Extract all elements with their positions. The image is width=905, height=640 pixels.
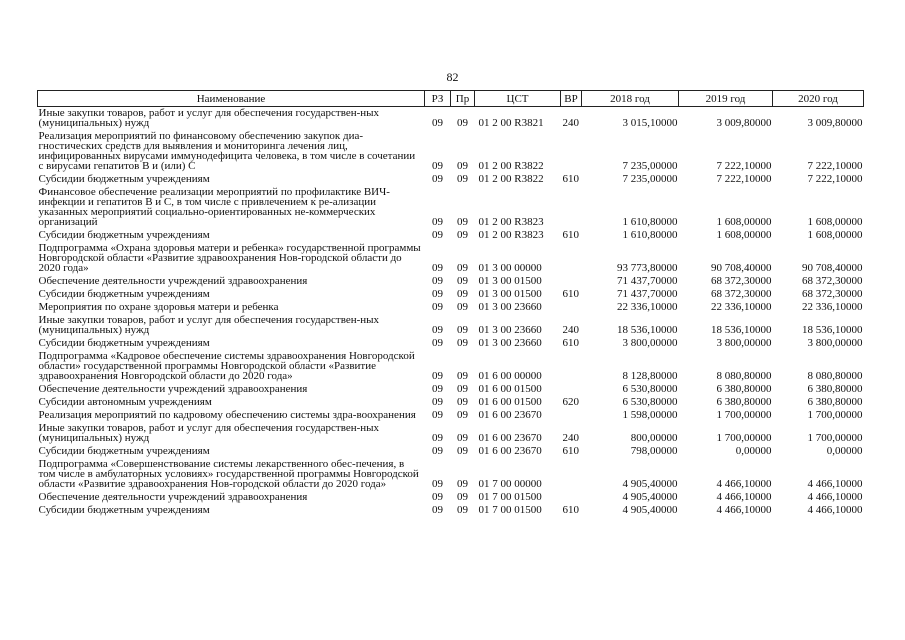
row-pr: 09 xyxy=(457,478,468,490)
table-row xyxy=(38,242,864,275)
table-row xyxy=(38,383,864,396)
header-2018: 2018 год xyxy=(582,91,679,107)
row-amount-2019: 22 336,10000 xyxy=(711,301,772,313)
row-vr: 610 xyxy=(562,173,579,185)
table-header-row xyxy=(38,91,864,107)
row-vr xyxy=(561,130,582,173)
row-amount-2019: 18 536,10000 xyxy=(711,324,772,336)
row-cst: 01 6 00 01500 xyxy=(478,383,542,395)
row-rz: 09 xyxy=(432,275,443,287)
row-amount-2018: 798,00000 xyxy=(630,445,678,457)
row-vr xyxy=(561,186,582,229)
table-row xyxy=(38,445,864,458)
row-amount-2018: 4 905,40000 xyxy=(622,504,678,516)
row-amount-2018: 6 530,80000 xyxy=(622,396,678,408)
row-vr xyxy=(561,275,582,288)
row-amount-2018: 22 336,10000 xyxy=(617,301,678,313)
row-vr: 610 xyxy=(562,288,579,300)
row-amount-2020: 4 466,10000 xyxy=(807,478,863,490)
row-amount-2020: 8 080,80000 xyxy=(807,370,863,382)
row-rz: 09 xyxy=(432,370,443,382)
row-amount-2020: 1 608,00000 xyxy=(807,229,863,241)
table-row xyxy=(38,130,864,173)
row-pr: 09 xyxy=(457,173,468,185)
row-pr: 09 xyxy=(457,491,468,503)
row-pr: 09 xyxy=(457,301,468,313)
row-name: Субсидии бюджетным учреждениям xyxy=(38,445,210,457)
row-rz: 09 xyxy=(432,491,443,503)
row-cst: 01 6 00 23670 xyxy=(478,409,542,421)
row-rz: 09 xyxy=(432,173,443,185)
row-amount-2020: 1 700,00000 xyxy=(807,432,863,444)
header-name: Наименование xyxy=(38,91,425,107)
table-row xyxy=(38,458,864,491)
row-amount-2019: 6 380,80000 xyxy=(716,383,772,395)
row-cst: 01 3 00 00000 xyxy=(478,262,542,274)
header-rz: РЗ xyxy=(425,91,451,107)
row-amount-2019: 1 608,00000 xyxy=(716,216,772,228)
row-amount-2019: 90 708,40000 xyxy=(711,262,772,274)
table-row xyxy=(38,422,864,445)
page-number: 82 xyxy=(446,70,459,84)
row-pr: 09 xyxy=(457,504,468,516)
row-cst: 01 2 00 R3823 xyxy=(478,216,544,228)
row-name: Иные закупки товаров, работ и услуг для обеспечения государствен-ных (муниципальных) нужд xyxy=(38,107,380,129)
row-cst: 01 3 00 23660 xyxy=(478,324,542,336)
row-amount-2018: 71 437,70000 xyxy=(617,275,678,287)
row-vr xyxy=(561,458,582,491)
row-amount-2020: 68 372,30000 xyxy=(802,288,863,300)
row-name: Подпрограмма «Кадровое обеспечение системы здравоохранения Новгородской области» государственной программы Новгородской области «Развитие здравоохранения Новгородской области до 2020 года» xyxy=(38,350,415,382)
row-name: Субсидии бюджетным учреждениям xyxy=(38,173,210,185)
row-amount-2018: 93 773,80000 xyxy=(617,262,678,274)
budget-table xyxy=(37,90,864,517)
row-rz: 09 xyxy=(432,445,443,457)
row-amount-2018: 7 235,00000 xyxy=(622,160,678,172)
row-cst: 01 6 00 01500 xyxy=(478,396,542,408)
row-rz: 09 xyxy=(432,301,443,313)
row-vr: 240 xyxy=(562,432,579,444)
row-amount-2018: 4 905,40000 xyxy=(622,478,678,490)
row-amount-2018: 71 437,70000 xyxy=(617,288,678,300)
row-vr: 610 xyxy=(562,445,579,457)
row-rz: 09 xyxy=(432,160,443,172)
row-amount-2019: 3 009,80000 xyxy=(716,117,772,129)
row-vr xyxy=(561,301,582,314)
header-2019: 2019 год xyxy=(679,91,773,107)
table-row xyxy=(38,229,864,242)
row-cst: 01 7 00 00000 xyxy=(478,478,542,490)
row-vr xyxy=(561,350,582,383)
row-pr: 09 xyxy=(457,432,468,444)
row-rz: 09 xyxy=(432,262,443,274)
row-pr: 09 xyxy=(457,216,468,228)
row-pr: 09 xyxy=(457,409,468,421)
row-rz: 09 xyxy=(432,229,443,241)
table-row xyxy=(38,275,864,288)
row-amount-2020: 90 708,40000 xyxy=(802,262,863,274)
row-pr: 09 xyxy=(457,160,468,172)
table-row xyxy=(38,186,864,229)
row-rz: 09 xyxy=(432,409,443,421)
row-amount-2019: 0,00000 xyxy=(735,445,772,457)
table-row xyxy=(38,301,864,314)
row-amount-2018: 800,00000 xyxy=(630,432,678,444)
row-vr: 240 xyxy=(562,117,579,129)
row-amount-2019: 1 700,00000 xyxy=(716,409,772,421)
row-cst: 01 3 00 01500 xyxy=(478,288,542,300)
row-vr xyxy=(561,242,582,275)
row-rz: 09 xyxy=(432,288,443,300)
row-amount-2018: 6 530,80000 xyxy=(622,383,678,395)
row-amount-2018: 7 235,00000 xyxy=(622,173,678,185)
row-vr: 240 xyxy=(562,324,579,336)
row-amount-2019: 7 222,10000 xyxy=(716,160,772,172)
row-vr: 610 xyxy=(562,229,579,241)
row-name: Субсидии бюджетным учреждениям xyxy=(38,229,210,241)
row-vr xyxy=(561,383,582,396)
row-cst: 01 3 00 01500 xyxy=(478,275,542,287)
row-name: Обеспечение деятельности учреждений здравоохранения xyxy=(38,383,308,395)
row-amount-2020: 1 700,00000 xyxy=(807,409,863,421)
row-vr: 610 xyxy=(562,337,579,349)
row-amount-2019: 3 800,00000 xyxy=(716,337,772,349)
row-cst: 01 3 00 23660 xyxy=(478,301,542,313)
row-pr: 09 xyxy=(457,370,468,382)
row-pr: 09 xyxy=(457,396,468,408)
table-row xyxy=(38,409,864,422)
row-name: Реализация мероприятий по финансовому обеспечению закупок диа-гностических средств для выявления и мониторинга лечения лиц, инфицированных вирусами иммунодефицита человека, в том числе в сочетании с вирусами гепатитов В и (или) С xyxy=(38,130,416,172)
row-amount-2019: 4 466,10000 xyxy=(716,491,772,503)
row-rz: 09 xyxy=(432,383,443,395)
row-rz: 09 xyxy=(432,337,443,349)
row-amount-2018: 18 536,10000 xyxy=(617,324,678,336)
table-row xyxy=(38,173,864,186)
row-amount-2020: 18 536,10000 xyxy=(802,324,863,336)
row-vr: 620 xyxy=(562,396,579,408)
table-row xyxy=(38,504,864,517)
row-amount-2020: 22 336,10000 xyxy=(802,301,863,313)
row-amount-2019: 1 608,00000 xyxy=(716,229,772,241)
row-pr: 09 xyxy=(457,324,468,336)
row-vr xyxy=(561,409,582,422)
row-amount-2020: 1 608,00000 xyxy=(807,216,863,228)
header-2020: 2020 год xyxy=(773,91,864,107)
row-amount-2019: 7 222,10000 xyxy=(716,173,772,185)
row-amount-2019: 4 466,10000 xyxy=(716,478,772,490)
row-name: Субсидии автономным учреждениям xyxy=(38,396,212,408)
row-amount-2020: 0,00000 xyxy=(826,445,863,457)
row-vr: 610 xyxy=(562,504,579,516)
row-cst: 01 2 00 R3823 xyxy=(478,229,544,241)
row-rz: 09 xyxy=(432,432,443,444)
table-row xyxy=(38,288,864,301)
row-amount-2018: 1 598,00000 xyxy=(622,409,678,421)
row-amount-2020: 6 380,80000 xyxy=(807,396,863,408)
row-name: Реализация мероприятий по кадровому обеспечению системы здра-воохранения xyxy=(38,409,416,421)
header-vr: ВР xyxy=(561,91,582,107)
table-row xyxy=(38,314,864,337)
row-cst: 01 2 00 R3822 xyxy=(478,160,544,172)
row-name: Подпрограмма «Совершенствование системы лекарственного обес-печения, в том числе в амбулаторных условиях» государственной программы Новгородской области «Развитие здравоохранения Нов-городской области до 2020 года» xyxy=(38,458,419,490)
row-name: Субсидии бюджетным учреждениям xyxy=(38,288,210,300)
row-amount-2018: 3 015,10000 xyxy=(622,117,678,129)
table-row xyxy=(38,396,864,409)
row-amount-2018: 1 610,80000 xyxy=(622,229,678,241)
row-amount-2020: 4 466,10000 xyxy=(807,491,863,503)
row-amount-2019: 1 700,00000 xyxy=(716,432,772,444)
row-amount-2019: 8 080,80000 xyxy=(716,370,772,382)
header-cst: ЦСТ xyxy=(475,91,561,107)
row-cst: 01 7 00 01500 xyxy=(478,504,542,516)
row-rz: 09 xyxy=(432,216,443,228)
row-pr: 09 xyxy=(457,275,468,287)
table-row xyxy=(38,337,864,350)
row-cst: 01 6 00 23670 xyxy=(478,432,542,444)
row-pr: 09 xyxy=(457,383,468,395)
row-cst: 01 2 00 R3821 xyxy=(478,117,544,129)
row-name: Субсидии бюджетным учреждениям xyxy=(38,504,210,516)
row-amount-2020: 4 466,10000 xyxy=(807,504,863,516)
row-name: Иные закупки товаров, работ и услуг для обеспечения государствен-ных (муниципальных) нужд xyxy=(38,314,380,336)
row-rz: 09 xyxy=(432,117,443,129)
row-rz: 09 xyxy=(432,396,443,408)
row-pr: 09 xyxy=(457,262,468,274)
row-amount-2018: 4 905,40000 xyxy=(622,491,678,503)
row-name: Подпрограмма «Охрана здоровья матери и ребенка» государственной программы Новгородской области «Развитие здравоохранения Нов-городской области до 2020 года» xyxy=(38,242,421,274)
row-cst: 01 3 00 23660 xyxy=(478,337,542,349)
table-body xyxy=(38,107,864,518)
row-name: Обеспечение деятельности учреждений здравоохранения xyxy=(38,275,308,287)
row-pr: 09 xyxy=(457,337,468,349)
row-cst: 01 7 00 01500 xyxy=(478,491,542,503)
row-name: Мероприятия по охране здоровья матери и ребенка xyxy=(38,301,279,313)
row-amount-2020: 3 800,00000 xyxy=(807,337,863,349)
row-cst: 01 6 00 00000 xyxy=(478,370,542,382)
row-amount-2018: 1 610,80000 xyxy=(622,216,678,228)
row-name: Субсидии бюджетным учреждениям xyxy=(38,337,210,349)
row-amount-2019: 6 380,80000 xyxy=(716,396,772,408)
row-amount-2019: 68 372,30000 xyxy=(711,288,772,300)
row-amount-2020: 7 222,10000 xyxy=(807,160,863,172)
row-amount-2020: 7 222,10000 xyxy=(807,173,863,185)
table-row xyxy=(38,350,864,383)
row-name: Обеспечение деятельности учреждений здравоохранения xyxy=(38,491,308,503)
row-amount-2018: 8 128,80000 xyxy=(622,370,678,382)
table-row xyxy=(38,491,864,504)
row-amount-2018: 3 800,00000 xyxy=(622,337,678,349)
row-amount-2020: 6 380,80000 xyxy=(807,383,863,395)
row-pr: 09 xyxy=(457,445,468,457)
row-amount-2020: 68 372,30000 xyxy=(802,275,863,287)
row-cst: 01 2 00 R3822 xyxy=(478,173,544,185)
row-pr: 09 xyxy=(457,288,468,300)
row-amount-2019: 4 466,10000 xyxy=(716,504,772,516)
row-amount-2019: 68 372,30000 xyxy=(711,275,772,287)
row-pr: 09 xyxy=(457,117,468,129)
row-name: Финансовое обеспечение реализации мероприятий по профилактике ВИЧ-инфекции и гепатитов В и С, в том числе с привлечением к ре-ализации указанных мероприятий социально-ориентированных не-коммерческих организаций xyxy=(38,186,390,228)
row-pr: 09 xyxy=(457,229,468,241)
table-row xyxy=(38,107,864,131)
row-rz: 09 xyxy=(432,324,443,336)
row-cst: 01 6 00 23670 xyxy=(478,445,542,457)
row-vr xyxy=(561,491,582,504)
row-rz: 09 xyxy=(432,504,443,516)
row-name: Иные закупки товаров, работ и услуг для обеспечения государствен-ных (муниципальных) нужд xyxy=(38,422,380,444)
row-amount-2020: 3 009,80000 xyxy=(807,117,863,129)
header-pr: Пр xyxy=(451,91,475,107)
row-rz: 09 xyxy=(432,478,443,490)
